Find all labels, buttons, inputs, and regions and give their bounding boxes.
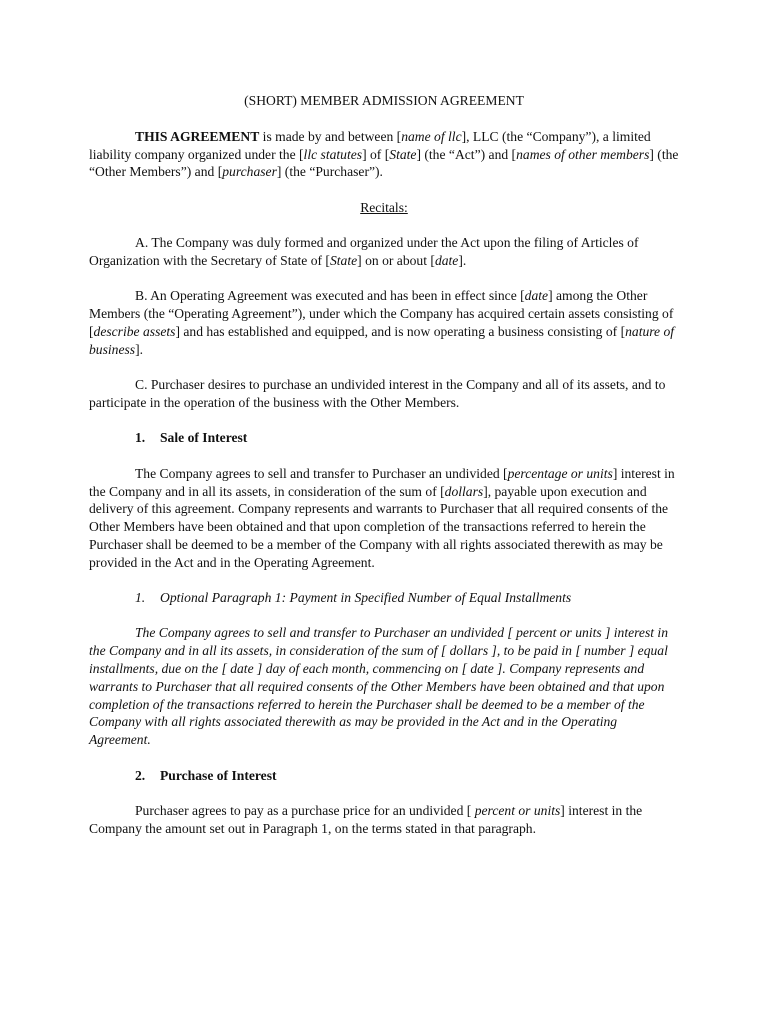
recital-b: B. An Operating Agreement was executed and has been in effect since [date] among the Other Members (the “Operating Agreement”), under which the Company has acquired certain assets consisting of [describe assets] and has established and equipped, and is now operating a business consisting of [nature of business].: [89, 288, 675, 357]
section-title: Optional Paragraph 1: Payment in Specified Number of Equal Installments: [160, 590, 572, 606]
placeholder-purchaser: purchaser: [222, 164, 277, 180]
section-2-body: Purchaser agrees to pay as a purchase price for an undivided [ percent or units] interest in the Company the amount set out in Paragraph 1, on the terms stated in that paragraph.: [89, 803, 643, 836]
placeholder-state: State: [389, 146, 417, 162]
placeholder-date: date: [524, 288, 549, 304]
recitals-heading: Recitals:: [360, 199, 408, 215]
placeholder-business: nature of business: [89, 323, 675, 357]
placeholder-other-members: names of other members: [516, 146, 650, 162]
document-title: (SHORT) MEMBER ADMISSION AGREEMENT: [244, 93, 524, 108]
intro-paragraph: THIS AGREEMENT is made by and between [name of llc], LLC (the “Company”), a limited liability company organized under the [llc statutes] of [State] (the “Act”) and [names of other members] (the “Other Members”) and [purchaser] (the “Purchaser”).: [89, 128, 679, 180]
recital-c: C. Purchaser desires to purchase an undivided interest in the Company and all of its assets, and to participate in the operation of the business with the Other Members.: [89, 377, 666, 410]
section-number: 1.: [135, 590, 146, 606]
optional-paragraph-body: The Company agrees to sell and transfer to Purchaser an undivided [ percent or units ] interest in the Company and in all its assets, in consideration of the sum of [ dollars ], to be paid in [ number ] equal installments, due on the [ date ] day of each month, commencing on [ date ]. Company represents and warrants to Purchaser that all required consents of the Other Members have been obtained and that upon completion of the transactions referred to herein the Purchaser shall be deemed to be a member of the Company with all rights associated therewith as may be provided in the Act and in the Operating Agreement.: [89, 625, 669, 748]
section-title: Purchase of Interest: [160, 767, 277, 783]
section-number: 2.: [135, 767, 146, 783]
placeholder-llc-name: name of llc: [401, 128, 462, 144]
placeholder-dollars: dollars: [444, 483, 484, 499]
placeholder-state: State: [329, 252, 358, 268]
section-title: Sale of Interest: [160, 430, 248, 446]
placeholder-percentage: percentage or units: [507, 465, 613, 481]
optional-paragraph-heading: [89, 589, 679, 607]
recital-a: A. The Company was duly formed and organized under the Act upon the filing of Articles of Organization with the Secretary of State of [State] on or about [date].: [89, 235, 639, 268]
section-1-body: The Company agrees to sell and transfer to Purchaser an undivided [percentage or units] interest in the Company and in all its assets, in consideration of the sum of [dollars], payable upon execution and delivery of this agreement. Company represents and warrants to Purchaser that all required consents of the Other Members have been obtained and that upon completion of the transactions referred to herein the Purchaser shall be deemed to be a member of the Company with all rights associated therewith as may be provided in the Act and in the Operating Agreement.: [89, 465, 675, 570]
document-page: [89, 92, 679, 838]
intro-lead: THIS AGREEMENT: [135, 128, 260, 144]
section-1-heading: [89, 429, 679, 447]
section-number: 1.: [135, 430, 146, 446]
placeholder-date: date: [434, 252, 459, 268]
section-2-heading: [89, 767, 679, 785]
placeholder-percent: percent or units: [474, 803, 561, 819]
placeholder-assets: describe assets: [93, 323, 176, 339]
placeholder-llc-statutes: llc statutes: [303, 146, 363, 162]
